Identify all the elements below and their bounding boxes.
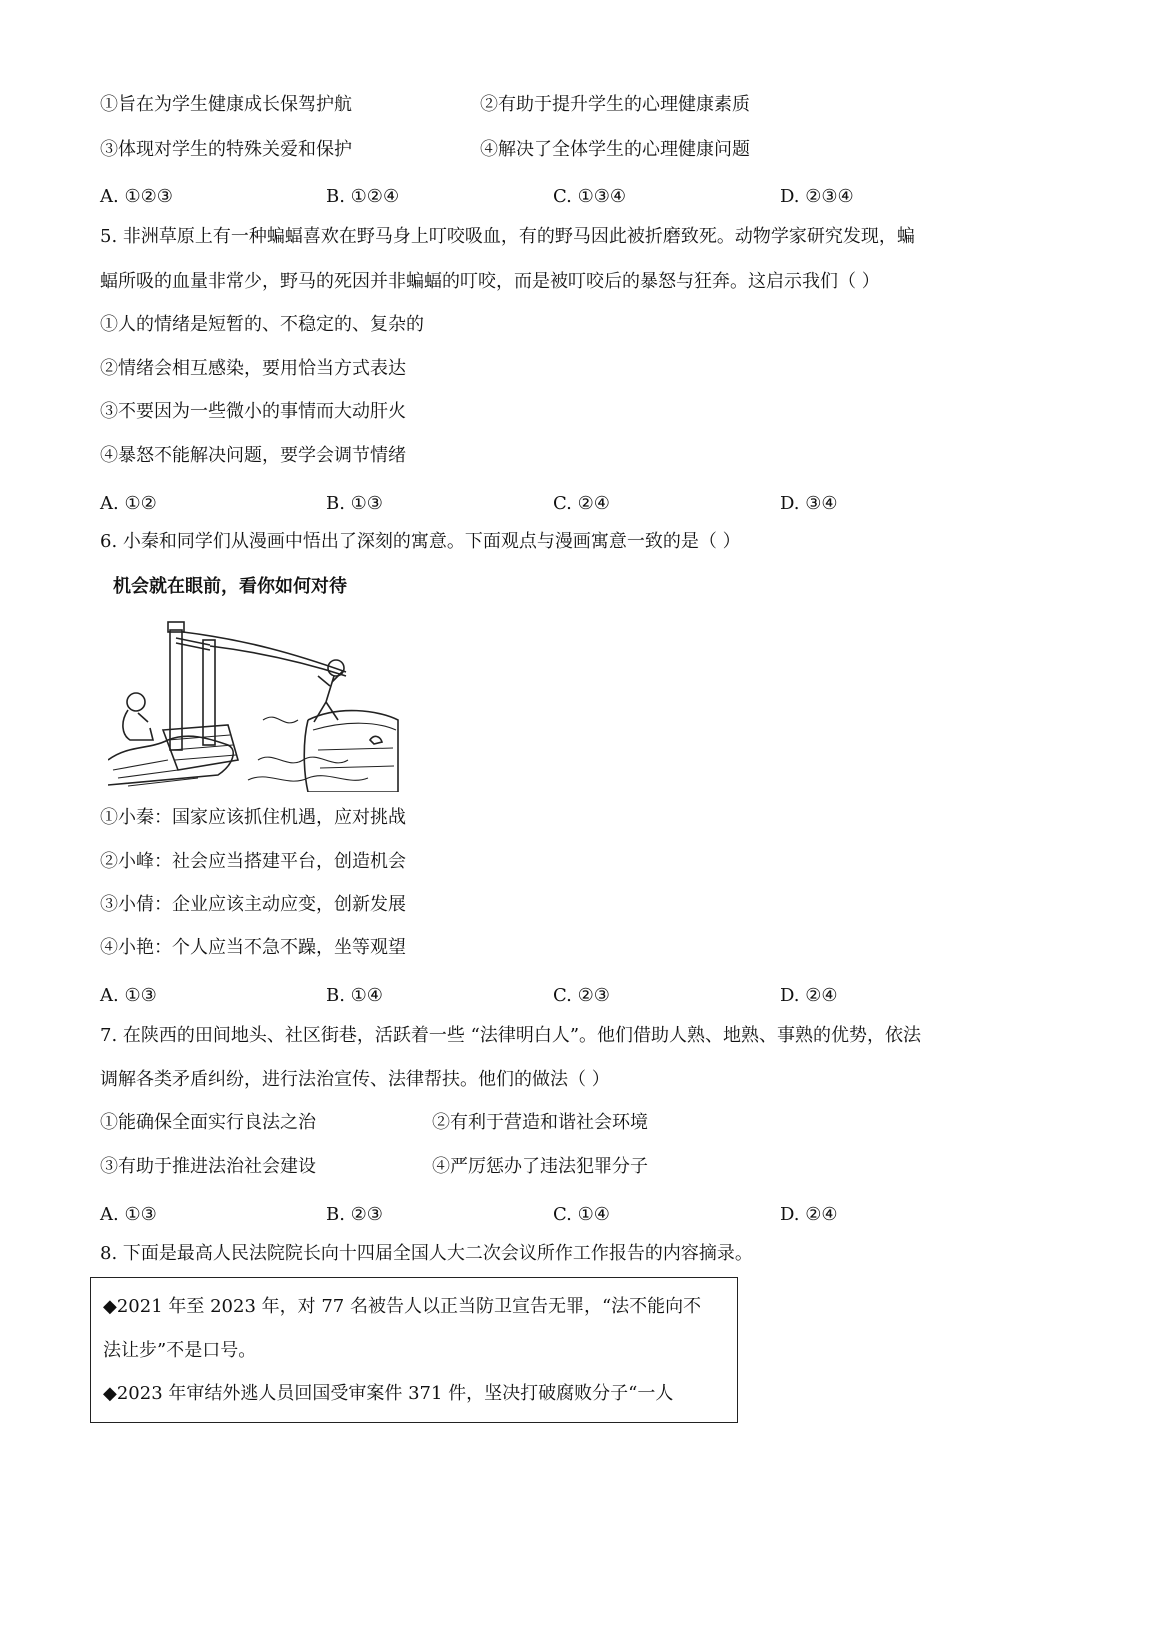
q8-box-line1: ◆2021 年至 2023 年，对 77 名被告人以正当防卫宣告无罪，“法不能向不: [103, 1296, 702, 1317]
q8-excerpt-box: [90, 1277, 738, 1423]
q4-choice-1: ①旨在为学生健康成长保驾护航: [100, 94, 352, 115]
q5-option-c: C. ②④: [553, 493, 610, 514]
q7-option-b: B. ②③: [326, 1204, 383, 1225]
q7-choice-3: ③有助于推进法治社会建设: [100, 1156, 316, 1177]
q6-choice-3: ③小倩：企业应该主动应变，创新发展: [100, 894, 406, 915]
q6-stem: 6. 小秦和同学们从漫画中悟出了深刻的寓意。下面观点与漫画寓意一致的是（ ）: [100, 531, 741, 552]
q6-option-b: B. ①④: [326, 985, 383, 1006]
q4-option-a: A. ①②③: [100, 186, 173, 207]
q7-option-c: C. ①④: [553, 1204, 610, 1225]
q6-choice-2: ②小峰：社会应当搭建平台，创造机会: [100, 851, 406, 872]
q5-option-b: B. ①③: [326, 493, 383, 514]
q5-option-d: D. ③④: [780, 493, 838, 514]
q4-choice-4: ④解决了全体学生的心理健康问题: [480, 139, 750, 160]
q5-choice-3: ③不要因为一些微小的事情而大动肝火: [100, 401, 406, 422]
q4-choice-2: ②有助于提升学生的心理健康素质: [480, 94, 750, 115]
q6-option-d: D. ②④: [780, 985, 838, 1006]
q7-option-a: A. ①③: [100, 1204, 157, 1225]
q8-box-line3: ◆2023 年审结外逃人员回国受审案件 371 件，坚决打破腐败分子“一人: [103, 1383, 674, 1404]
q5-option-a: A. ①②: [100, 493, 157, 514]
q4-option-c: C. ①③④: [553, 186, 626, 207]
q4-option-b: B. ①②④: [326, 186, 400, 207]
q7-stem-line1: 7. 在陕西的田间地头、社区街巷，活跃着一些 “法律明白人”。他们借助人熟、地熟、事熟的优势，依法: [100, 1025, 922, 1046]
q7-option-d: D. ②④: [780, 1204, 838, 1225]
q4-option-d: D. ②③④: [780, 186, 854, 207]
cartoon-caption: 机会就在眼前，看你如何对待: [113, 576, 347, 597]
q6-choice-1: ①小秦：国家应该抓住机遇，应对挑战: [100, 807, 406, 828]
q4-choice-3: ③体现对学生的特殊关爱和保护: [100, 139, 352, 160]
q6-option-c: C. ②③: [553, 985, 610, 1006]
q5-choice-2: ②情绪会相互感染，要用恰当方式表达: [100, 358, 406, 379]
q7-choice-4: ④严厉惩办了违法犯罪分子: [432, 1156, 648, 1177]
q5-stem-line1: 5. 非洲草原上有一种蝙蝠喜欢在野马身上叮咬吸血，有的野马因此被折磨致死。动物学家研究发现，蝙: [100, 226, 915, 247]
q8-box-line2: 法让步”不是口号。: [103, 1340, 257, 1361]
q5-stem-line2: 蝠所吸的血量非常少，野马的死因并非蝙蝠的叮咬，而是被叮咬后的暴怒与狂奔。这启示我们（ ）: [100, 271, 880, 292]
cartoon-illustration: [108, 610, 400, 792]
q6-choice-4: ④小艳：个人应当不急不躁，坐等观望: [100, 937, 406, 958]
q7-choice-1: ①能确保全面实行良法之治: [100, 1112, 316, 1133]
q5-choice-4: ④暴怒不能解决问题，要学会调节情绪: [100, 445, 406, 466]
q5-choice-1: ①人的情绪是短暂的、不稳定的、复杂的: [100, 314, 424, 335]
q7-choice-2: ②有利于营造和谐社会环境: [432, 1112, 648, 1133]
q8-stem: 8. 下面是最高人民法院院长向十四届全国人大二次会议所作工作报告的内容摘录。: [100, 1243, 753, 1264]
q7-stem-line2: 调解各类矛盾纠纷，进行法治宣传、法律帮扶。他们的做法（ ）: [100, 1069, 610, 1090]
q6-option-a: A. ①③: [100, 985, 157, 1006]
